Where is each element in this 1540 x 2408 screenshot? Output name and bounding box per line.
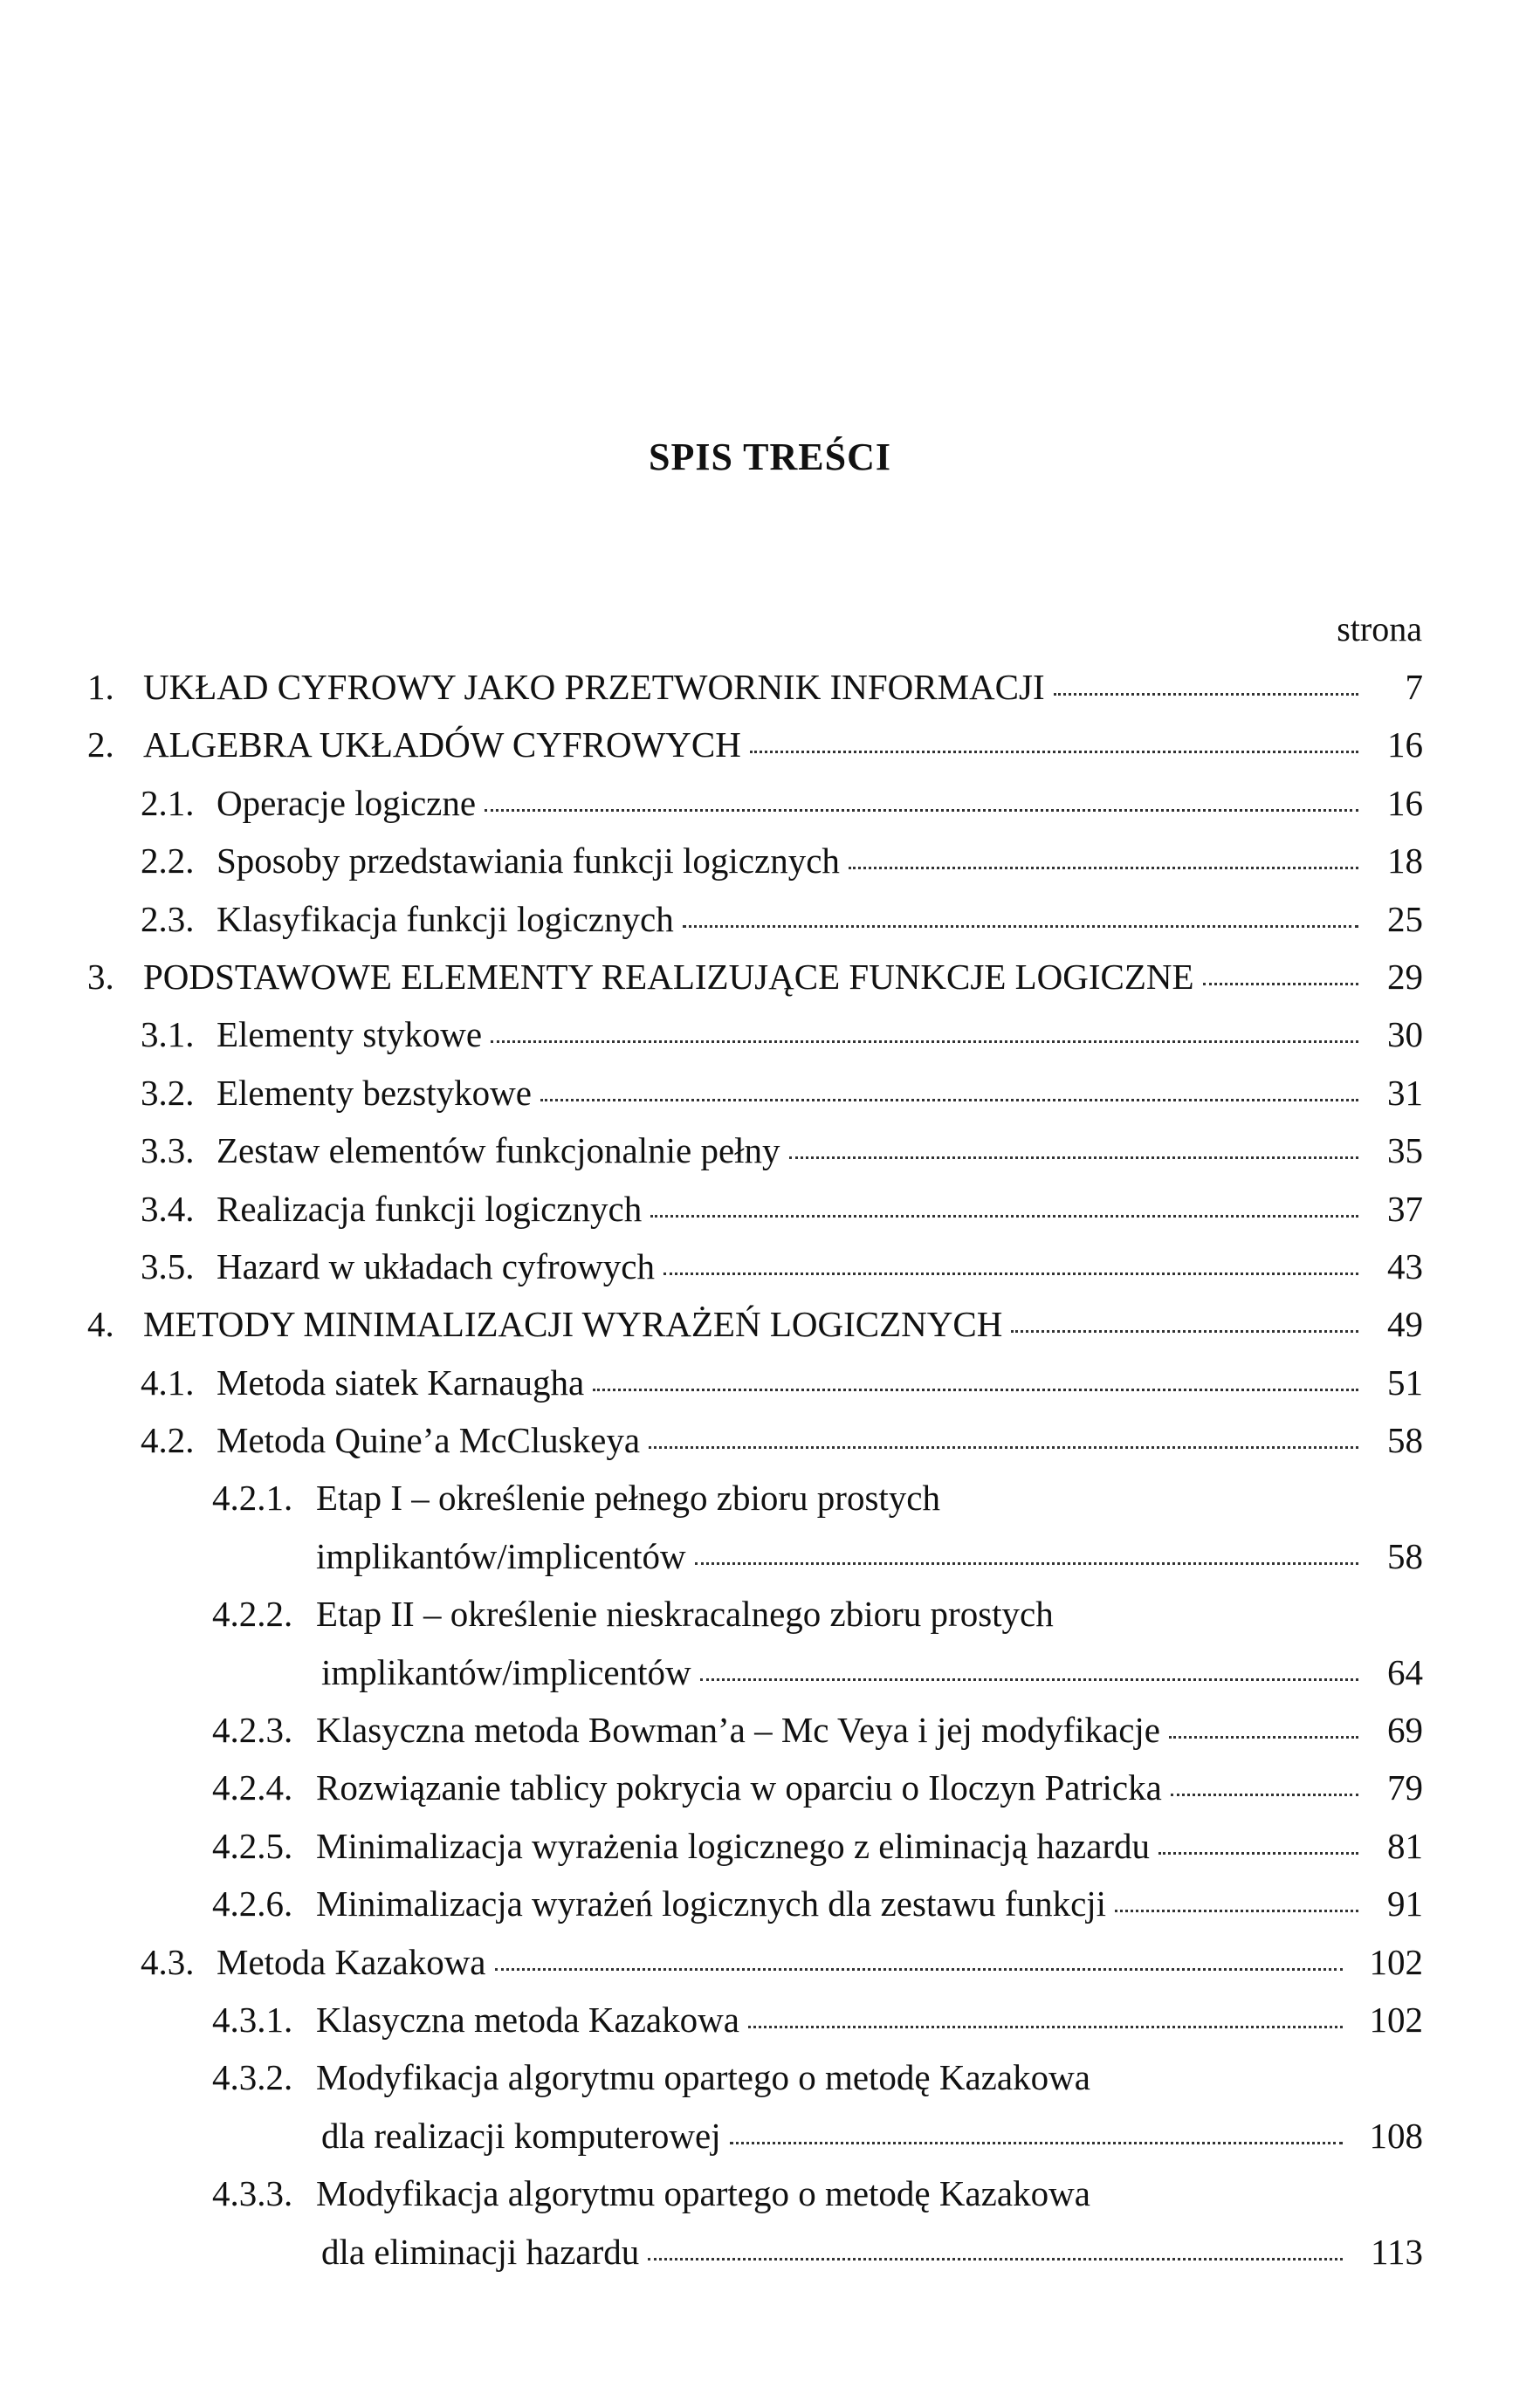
dot-leader — [700, 1678, 1358, 1681]
toc-number: 4.3.1. — [212, 1999, 293, 2040]
toc-number: 3. — [87, 956, 114, 997]
toc-title: ALGEBRA UKŁADÓW CYFROWYCH — [143, 724, 741, 765]
dot-leader — [1171, 1794, 1358, 1796]
toc-number: 4.2.3. — [212, 1710, 293, 1751]
dot-leader — [849, 867, 1358, 869]
toc-page-number: 64 — [1387, 1651, 1423, 1692]
toc-number: 4.3.2. — [212, 2057, 293, 2098]
toc-title: Elementy bezstykowe — [217, 1072, 532, 1113]
toc-entry-1 — [87, 659, 1423, 717]
toc-title: Etap I – określenie pełnego zbioru prostych — [316, 1478, 940, 1519]
toc-entry-4-2-1 — [87, 1470, 1423, 1527]
dot-leader — [491, 1040, 1358, 1043]
toc-number: 2.2. — [141, 840, 195, 882]
toc-page-number: 7 — [1405, 667, 1423, 707]
toc-number: 3.4. — [141, 1188, 195, 1229]
toc-number: 4. — [87, 1304, 114, 1345]
toc-page-number: 43 — [1387, 1245, 1423, 1286]
toc-page-number: 102 — [1369, 1999, 1423, 2040]
toc-title-continuation: dla eliminacji hazardu — [321, 2231, 640, 2272]
toc-title-continuation: implikantów/implicentów — [316, 1535, 686, 1576]
dot-leader — [1203, 983, 1358, 985]
toc-title: Metoda Quine’a McCluskeya — [217, 1420, 641, 1461]
dot-leader — [593, 1389, 1358, 1391]
toc-entry-3-2 — [87, 1065, 1423, 1122]
toc-entry-4-2 — [87, 1412, 1423, 1470]
toc-entry-4-2-6 — [87, 1876, 1423, 1933]
page-column-label: strona — [1337, 609, 1422, 648]
toc-number: 4.2.5. — [212, 1825, 293, 1866]
dot-leader — [485, 809, 1358, 812]
toc-entry-2-1 — [87, 775, 1423, 833]
toc-number: 4.1. — [141, 1362, 195, 1403]
toc-page-number: 30 — [1387, 1014, 1423, 1055]
toc-entry-4-2-2-continuation — [87, 1644, 1423, 1702]
toc-number: 4.2.1. — [212, 1478, 293, 1519]
toc-number: 4.3.3. — [212, 2173, 293, 2214]
toc-title: Sposoby przedstawiania funkcji logicznych — [217, 840, 840, 882]
dot-leader — [730, 2142, 1343, 2144]
toc-page-number: 49 — [1387, 1304, 1423, 1345]
toc-page-number: 18 — [1387, 840, 1423, 882]
toc-entry-4-2-1-continuation — [87, 1528, 1423, 1586]
toc-title: UKŁAD CYFROWY JAKO PRZETWORNIK INFORMACJI — [143, 667, 1045, 707]
dot-leader — [683, 925, 1358, 928]
dot-leader — [1158, 1852, 1358, 1855]
toc-entry-3-5 — [87, 1238, 1423, 1296]
toc-page-number: 51 — [1387, 1362, 1423, 1403]
toc-entry-3-4 — [87, 1181, 1423, 1238]
toc-entry-4-2-4 — [87, 1760, 1423, 1817]
toc-page-number: 37 — [1387, 1188, 1423, 1229]
dot-leader — [648, 2258, 1343, 2261]
toc-title: Elementy stykowe — [217, 1014, 483, 1055]
toc-page-number: 79 — [1387, 1767, 1423, 1808]
toc-entry-2-2 — [87, 833, 1423, 890]
toc-title: Minimalizacja wyrażenia logicznego z eliminacją hazardu — [316, 1825, 1151, 1866]
toc-entry-3 — [87, 949, 1423, 1006]
dot-leader — [1169, 1736, 1358, 1739]
toc-number: 3.2. — [141, 1072, 195, 1113]
toc-number: 4.2.6. — [212, 1883, 293, 1924]
toc-number: 2.1. — [141, 782, 195, 823]
table-of-contents — [87, 659, 1423, 2281]
toc-page-number: 25 — [1387, 898, 1423, 939]
toc-title: Klasyfikacja funkcji logicznych — [217, 898, 674, 939]
toc-page-number: 81 — [1387, 1825, 1423, 1866]
toc-entry-2-3 — [87, 891, 1423, 949]
dot-leader — [663, 1273, 1358, 1275]
toc-title-continuation: implikantów/implicentów — [321, 1651, 691, 1692]
toc-number: 4.3. — [141, 1941, 195, 1982]
dot-leader — [695, 1562, 1358, 1565]
dot-leader — [540, 1099, 1358, 1101]
dot-leader — [750, 751, 1358, 753]
toc-entry-4-3-3-continuation — [87, 2224, 1423, 2281]
toc-number: 3.5. — [141, 1245, 195, 1286]
toc-title: Etap II – określenie nieskracalnego zbioru prostych — [316, 1594, 1054, 1635]
toc-number: 3.1. — [141, 1014, 195, 1055]
toc-entry-4-2-3 — [87, 1702, 1423, 1760]
toc-page-number: 29 — [1387, 956, 1423, 997]
toc-page-number: 91 — [1387, 1883, 1423, 1924]
toc-number: 3.3. — [141, 1130, 195, 1171]
toc-entry-4-3-2 — [87, 2049, 1423, 2107]
toc-title: Minimalizacja wyrażeń logicznych dla zestawu funkcji — [316, 1883, 1107, 1924]
toc-number: 1. — [87, 667, 114, 707]
toc-title: Rozwiązanie tablicy pokrycia w oparciu o Iloczyn Patricka — [316, 1767, 1162, 1808]
toc-entry-4-1 — [87, 1355, 1423, 1412]
toc-entry-4-3-1 — [87, 1992, 1423, 2049]
toc-title: Modyfikacja algorytmu opartego o metodę Kazakowa — [316, 2173, 1090, 2214]
toc-entry-4-2-2 — [87, 1586, 1423, 1643]
toc-entry-4-2-5 — [87, 1818, 1423, 1876]
toc-number: 4.2.4. — [212, 1767, 293, 1808]
toc-entry-2 — [87, 717, 1423, 774]
toc-title: PODSTAWOWE ELEMENTY REALIZUJĄCE FUNKCJE LOGICZNE — [143, 956, 1194, 997]
toc-number: 4.2.2. — [212, 1594, 293, 1635]
toc-title: Realizacja funkcji logicznych — [217, 1188, 643, 1229]
toc-page-number: 58 — [1387, 1535, 1423, 1576]
toc-number: 2. — [87, 724, 114, 765]
toc-title: Klasyczna metoda Bowman’a – Mc Veya i jej modyfikacje — [316, 1710, 1160, 1751]
toc-page-number: 113 — [1371, 2231, 1423, 2272]
dot-leader — [495, 1968, 1343, 1971]
toc-title: Hazard w układach cyfrowych — [217, 1245, 656, 1286]
toc-page-number: 102 — [1369, 1941, 1423, 1982]
toc-page-number: 108 — [1369, 2115, 1423, 2156]
toc-page-number: 31 — [1387, 1072, 1423, 1113]
toc-title: Metoda siatek Karnaugha — [217, 1362, 585, 1403]
dot-leader — [650, 1215, 1358, 1218]
toc-entry-4-3-2-continuation — [87, 2108, 1423, 2165]
toc-entry-4-3-3 — [87, 2165, 1423, 2223]
toc-title: METODY MINIMALIZACJI WYRAŻEŃ LOGICZNYCH — [143, 1304, 1003, 1345]
toc-entry-4 — [87, 1296, 1423, 1354]
toc-title: Metoda Kazakowa — [217, 1941, 486, 1982]
toc-page-number: 16 — [1387, 724, 1423, 765]
toc-entry-3-1 — [87, 1006, 1423, 1064]
toc-title-continuation: dla realizacji komputerowej — [321, 2115, 721, 2156]
toc-number: 4.2. — [141, 1420, 195, 1461]
toc-title: Zestaw elementów funkcjonalnie pełny — [217, 1130, 780, 1171]
dot-leader — [1011, 1330, 1358, 1333]
toc-entry-3-3 — [87, 1122, 1423, 1180]
dot-leader — [748, 2026, 1343, 2028]
toc-number: 2.3. — [141, 898, 195, 939]
toc-page-number: 69 — [1387, 1710, 1423, 1751]
dot-leader — [649, 1446, 1358, 1449]
toc-page-number: 16 — [1387, 782, 1423, 823]
toc-title: Operacje logiczne — [217, 782, 477, 823]
toc-entry-4-3 — [87, 1934, 1423, 1992]
toc-title: Klasyczna metoda Kazakowa — [316, 1999, 739, 2040]
toc-page-number: 58 — [1387, 1420, 1423, 1461]
dot-leader — [1115, 1910, 1358, 1912]
toc-page-number: 35 — [1387, 1130, 1423, 1171]
toc-title: Modyfikacja algorytmu opartego o metodę Kazakowa — [316, 2057, 1090, 2098]
page-title: SPIS TREŚCI — [649, 436, 891, 478]
dot-leader — [1054, 693, 1358, 696]
dot-leader — [789, 1156, 1358, 1159]
